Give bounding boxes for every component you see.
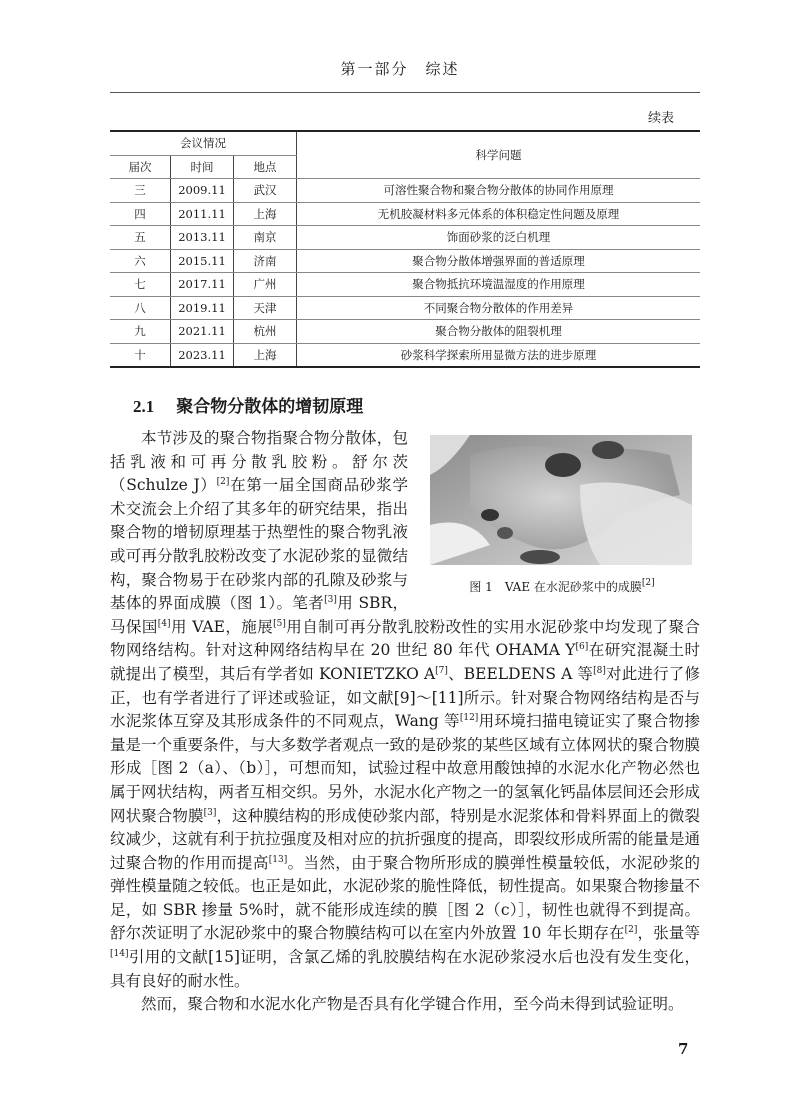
table-row	[110, 179, 700, 203]
location-cell: 广州	[234, 273, 297, 297]
sem-micrograph-image	[430, 435, 692, 565]
text-run: ，张量等	[637, 924, 700, 943]
citation: [13]	[268, 854, 288, 865]
date-cell: 2017.11	[171, 273, 234, 297]
text-run: 本节涉及的聚合物指聚合物分散体，包括乳液和可再分散乳胶粉。舒尔茨（Schulze J）	[110, 429, 408, 495]
location-cell: 杭州	[234, 320, 297, 344]
topic-cell: 不同聚合物分散体的作用差异	[297, 296, 701, 320]
session-cell: 九	[110, 320, 171, 344]
text-run: ，这种膜结构的形成使砂浆内部，特别是水泥浆体和骨料界面上的微裂纹减少，这就有利于抗拉强度及相对应的抗折强度的提高，即裂纹形成所需的能量是通过聚合物的作用而提高	[110, 806, 700, 872]
citation: [4]	[157, 618, 171, 629]
table-continued-label: 续表	[647, 111, 674, 126]
topic-cell: 聚合物抵抗环境温湿度的作用原理	[297, 273, 701, 297]
citation: [7]	[435, 665, 448, 676]
text-run: 然而，聚合物和水泥水化产物是否具有化学键合作用，至今尚未得到试验证明。	[141, 995, 684, 1014]
text-run: 用 SBR，马保国	[110, 594, 408, 636]
citation: [3]	[324, 595, 337, 606]
citation: [2]	[216, 477, 230, 488]
date-cell: 2009.11	[171, 179, 234, 203]
text-run: 用自制可再分散乳胶粉改性的实用水泥砂浆中均发现了聚合物网络结构。针对这种网络结构早在 20 世纪 80 年代 OHAMA Y	[110, 617, 700, 660]
location-cell: 南京	[234, 226, 297, 250]
session-cell: 六	[110, 249, 171, 273]
location-cell: 上海	[234, 202, 297, 226]
table-row	[110, 202, 700, 226]
table-row	[110, 320, 700, 344]
topic-header: 科学问题	[297, 131, 701, 179]
table-row	[110, 249, 700, 273]
session-cell: 三	[110, 179, 171, 203]
citation: [2]	[641, 578, 655, 588]
figure-caption	[424, 579, 700, 595]
session-cell: 五	[110, 226, 171, 250]
location-cell: 武汉	[234, 179, 297, 203]
text-run: 。当然，由于聚合物所形成的膜弹性模量较低，水泥砂浆的弹性模量随之较低。也正是如此，水泥砂浆的脆性降低，韧性提高。如果聚合物掺量不足，如 SBR 掺量 5%时，就不能形成连续的膜［图 2（c）］，韧性也就得不到提高。舒尔茨证明了水泥砂浆中的聚合物膜结构可以在室内外放置 10 年长期存在	[110, 853, 700, 943]
citation: [5]	[273, 618, 286, 629]
session-cell: 七	[110, 273, 171, 297]
page-number: 7	[678, 1040, 689, 1058]
citation: [12]	[459, 713, 479, 724]
header-rule	[110, 92, 700, 93]
table-row	[110, 226, 700, 250]
table-row	[110, 343, 700, 367]
date-cell: 2013.11	[171, 226, 234, 250]
topic-cell: 可溶性聚合物和聚合物分散体的协同作用原理	[297, 179, 701, 203]
text-run: 在研究混凝土时就提出了模型，其后有学者如 KONIETZKO A	[110, 641, 700, 683]
table-row	[110, 273, 700, 297]
paragraph	[110, 993, 700, 1017]
table-body	[110, 179, 700, 368]
body-text	[110, 427, 700, 1017]
group-header: 会议情况	[110, 131, 297, 155]
conference-table	[110, 130, 700, 368]
section-heading	[133, 392, 363, 417]
section-number: 2.1	[133, 397, 155, 416]
session-cell: 八	[110, 296, 171, 320]
citation: [8]	[593, 665, 606, 676]
topic-cell: 聚合物分散体的阻裂机理	[297, 320, 701, 344]
running-head: 第一部分 综述	[340, 60, 460, 78]
citation: [14]	[110, 949, 129, 960]
topic-cell: 无机胶凝材料多元体系的体积稳定性问题及原理	[297, 202, 701, 226]
table-row	[110, 296, 700, 320]
column-header: 时间	[171, 155, 234, 179]
date-cell: 2011.11	[171, 202, 234, 226]
citation: [2]	[624, 925, 638, 936]
text-run: 用 VAE，施展	[170, 617, 274, 636]
text-run: 、BEELDENS A 等	[447, 664, 594, 683]
column-header: 届次	[110, 155, 171, 179]
session-cell: 十	[110, 343, 171, 367]
section-title: 聚合物分散体的增韧原理	[176, 397, 364, 417]
date-cell: 2021.11	[171, 320, 234, 344]
location-cell: 天津	[234, 296, 297, 320]
citation: [3]	[203, 807, 217, 818]
figure-label: 图 1	[469, 580, 493, 594]
location-cell: 济南	[234, 249, 297, 273]
figure-caption-text: VAE 在水泥砂浆中的成膜	[504, 580, 642, 594]
text-run: 用环境扫描电镜证实了聚合物掺量是一个重要条件，与大多数学者观点一致的是砂浆的某些区域有立体网状的聚合物膜形成［图 2（a）、（b）］，可想而知，试验过程中故意用酸蚀掉的水泥水化产物必然也属于网状结构，两者互相交织。另外，水泥水化产物之一的氢氧化钙晶体层间还会形成网状聚合物膜	[110, 712, 700, 825]
date-cell: 2023.11	[171, 343, 234, 367]
column-header: 地点	[234, 155, 297, 179]
topic-cell: 聚合物分散体增强界面的普适原理	[297, 249, 701, 273]
date-cell: 2015.11	[171, 249, 234, 273]
citation: [6]	[575, 642, 589, 653]
text-run: 在第一届全国商品砂浆学术交流会上介绍了其多年的研究结果，指出聚合物的增韧原理基于热塑性的聚合物乳液或可再分散乳胶粉改变了水泥砂浆的显微结构，聚合物易于在砂浆内部的孔隙及砂浆与基体的界面成膜（图 1）。笔者	[110, 476, 408, 613]
location-cell: 上海	[234, 343, 297, 367]
text-run: 对此进行了修正，也有学者进行了评述或验证，如文献[9]～[11]所示。针对聚合物网络结构是否与水泥浆体互穿及其形成条件的不同观点，Wang 等	[110, 664, 700, 731]
topic-cell: 砂浆科学探索所用显微方法的进步原理	[297, 343, 701, 367]
text-run: 引用的文献[15]证明，含氯乙烯的乳胶膜结构在水泥砂浆浸水后也没有发生变化，具有良好的耐水性。	[110, 948, 700, 990]
session-cell: 四	[110, 202, 171, 226]
topic-cell: 饰面砂浆的泛白机理	[297, 226, 701, 250]
figure-1	[424, 427, 700, 607]
date-cell: 2019.11	[171, 296, 234, 320]
